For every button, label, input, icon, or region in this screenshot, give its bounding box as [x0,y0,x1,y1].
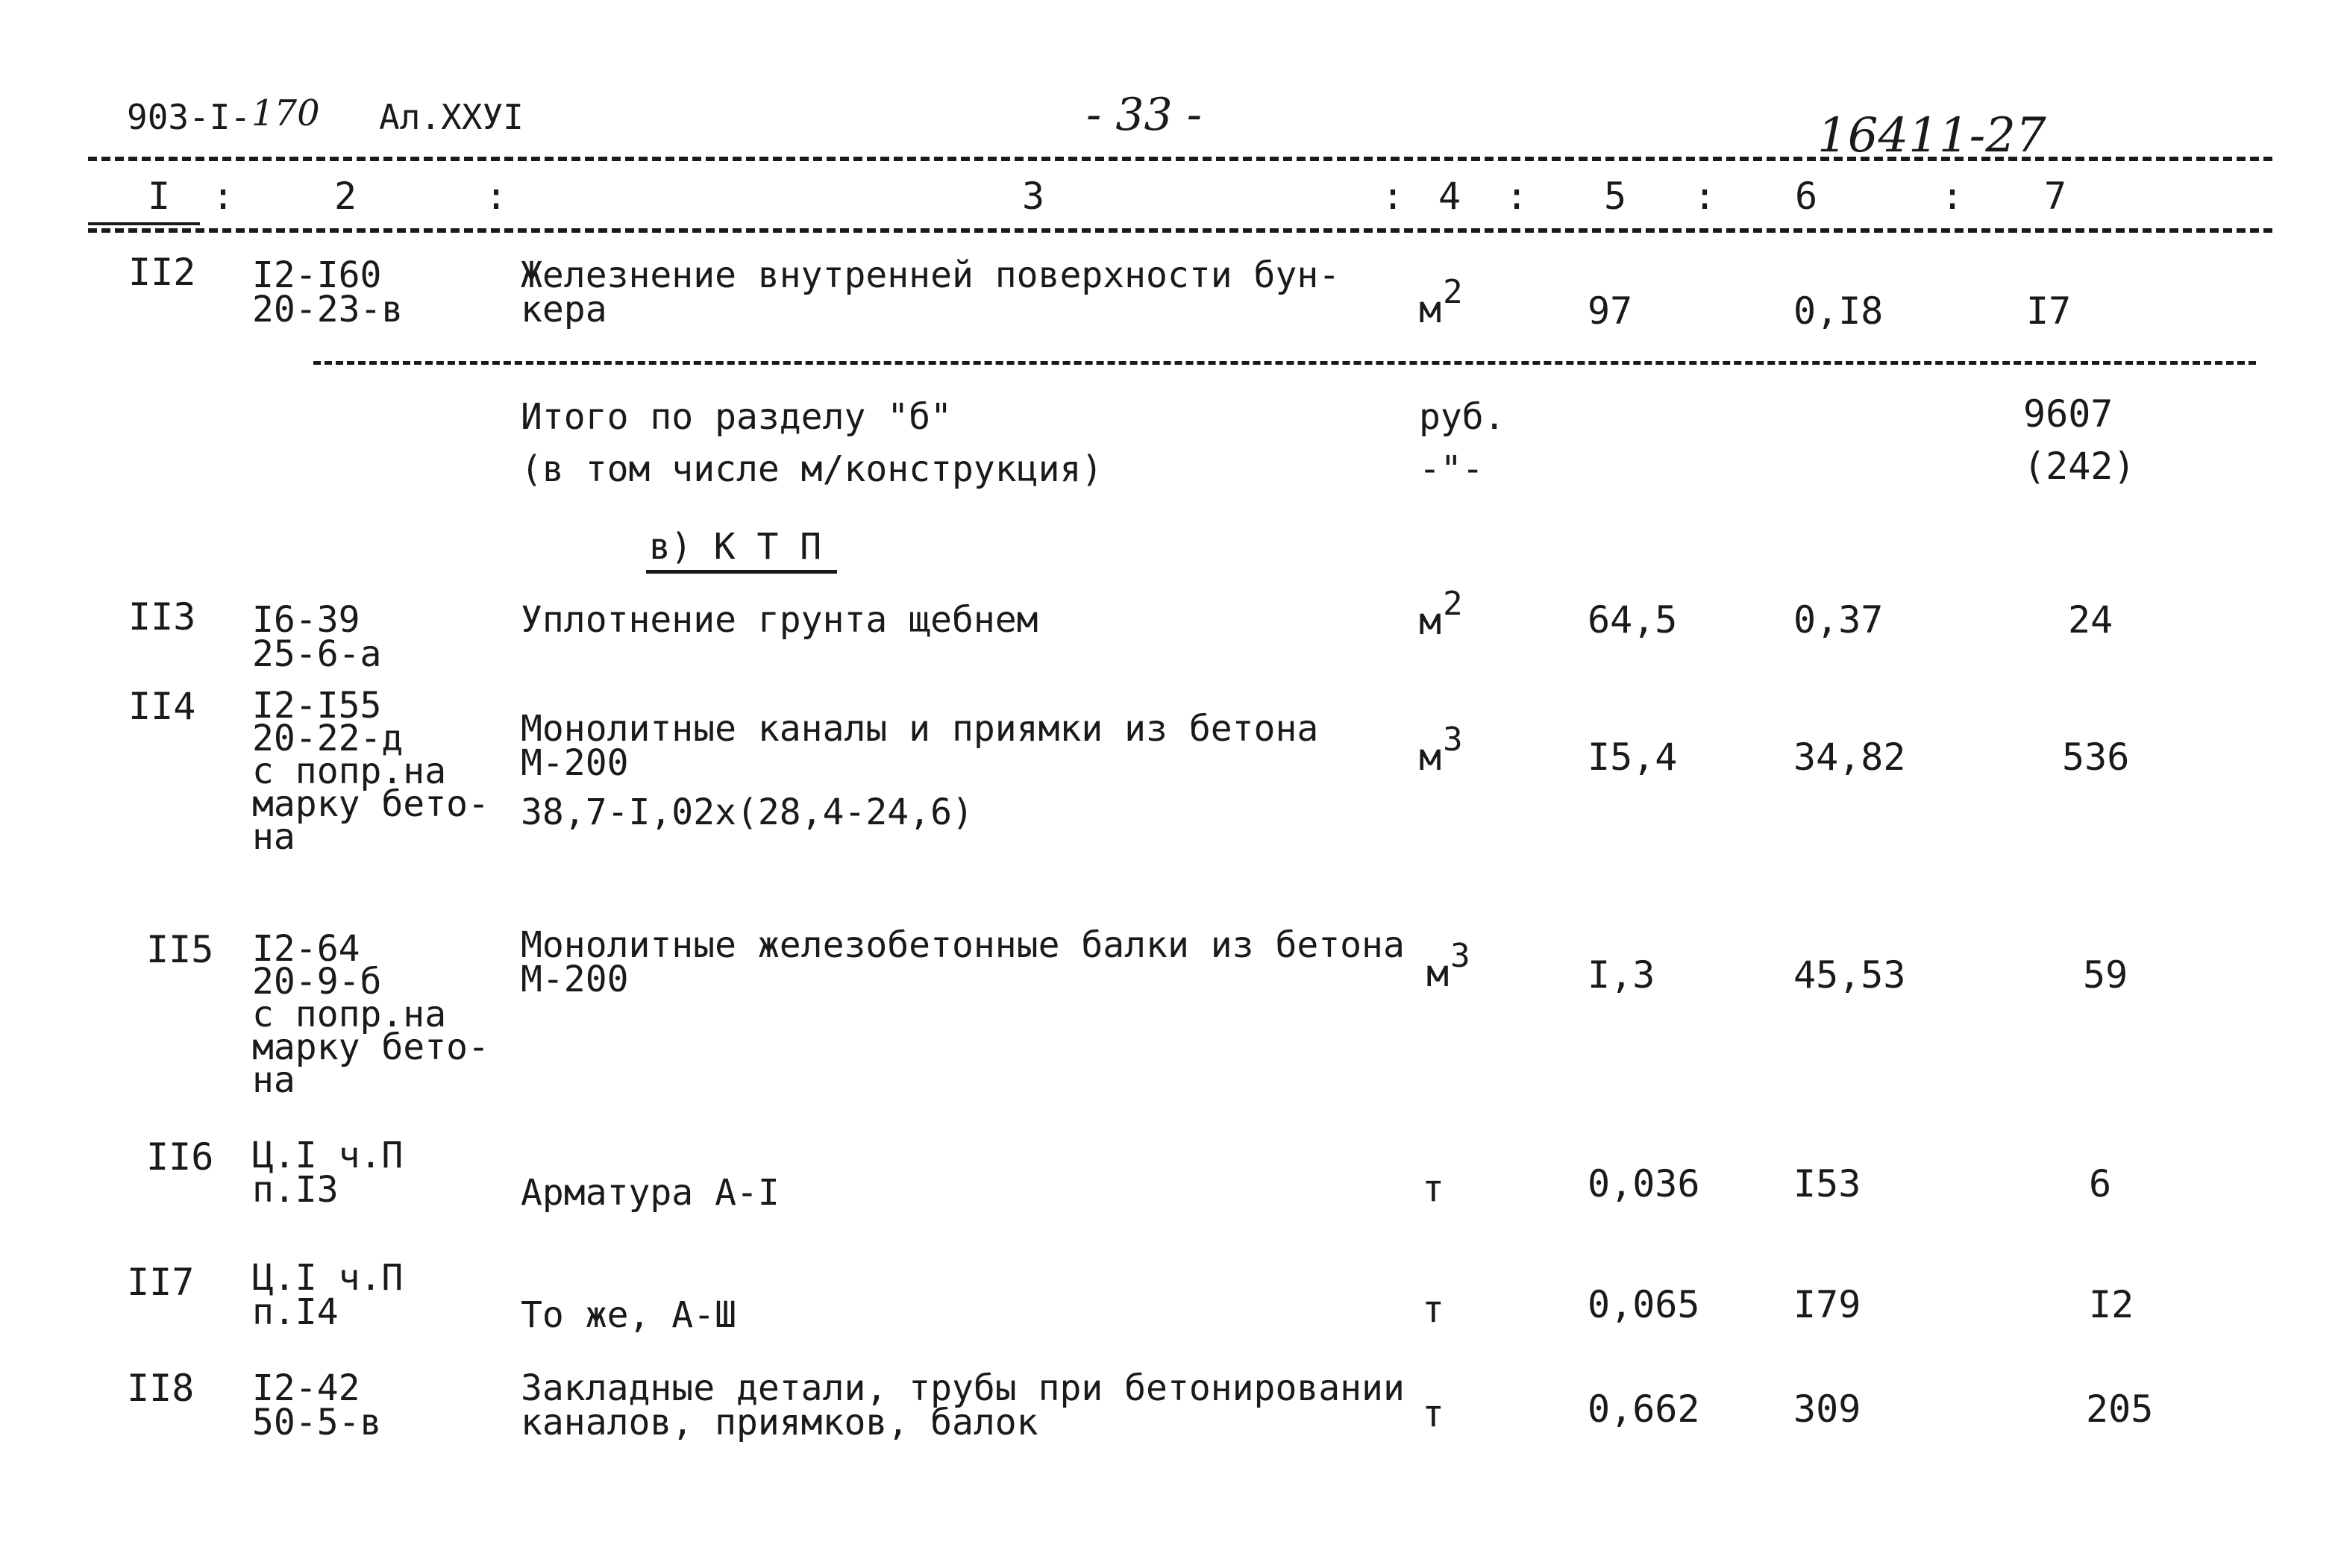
row-number: II2 [128,251,196,294]
row-total: 59 [2083,953,2128,997]
col-header-1: I [148,175,171,218]
row-description: Уплотнение грунта щебнем [521,599,1038,641]
row-number: II4 [128,685,196,728]
row-unit-price: 0,I8 [1793,289,1884,333]
row-total: 6 [2089,1162,2112,1205]
row-total: 536 [2062,736,2130,779]
row-description: Железнение внутренней поверхности бун- кера [521,254,1341,330]
col-sep: : [485,175,508,218]
row-description: Монолитные железобетонные балки из бетона М-200 [521,924,1405,1000]
row-unit: т [1422,1288,1445,1331]
subtotal-label: Итого по разделу "б" [521,396,952,438]
row-norm-code: Ц.I ч.П п.I4 [252,1257,404,1333]
row-unit-price: 34,82 [1793,736,1906,779]
row-total: 205 [2086,1387,2154,1431]
subtotal-total: 9607 [2023,392,2113,436]
archive-stamp: 16411-27 [1817,108,2046,163]
row-norm-code: I6-39 25-6-а [252,599,382,675]
row-unit-price: 0,37 [1793,598,1884,642]
row-unit: т [1422,1392,1445,1435]
row-quantity: 64,5 [1588,598,1678,642]
col-header-6: 6 [1795,175,1818,218]
row-norm-code: I2-42 50-5-в [252,1367,382,1443]
header-bottom-rule [88,228,2272,233]
col-header-4: 4 [1438,175,1461,218]
col-sep: : [1693,175,1717,218]
row-unit: т [1422,1167,1445,1210]
row-quantity: 0,065 [1588,1283,1700,1326]
col-header-7: 7 [2044,175,2067,218]
doc-code-handwritten: 170 [251,92,320,134]
album-label: Ал.XXУI [379,97,524,137]
row-quantity: 97 [1588,289,1633,333]
row-total: 24 [2068,598,2113,642]
page-number: - 33 - [1086,89,1203,141]
col-sep: : [1941,175,1964,218]
col-sep: : [1505,175,1529,218]
row-unit-price: I79 [1793,1283,1861,1326]
row-calc-note: 38,7-I,02x(28,4-24,6) [521,791,974,833]
col-header-5: 5 [1604,175,1627,218]
row-unit-price: I53 [1793,1162,1861,1205]
section-rule [313,361,2256,365]
row-number: II6 [146,1135,214,1179]
row-norm-code: Ц.I ч.П п.I3 [252,1135,404,1211]
row-unit-price: 309 [1793,1387,1861,1431]
col-sep: : [212,175,235,218]
row-quantity: 0,036 [1588,1162,1700,1205]
row-description: Монолитные каналы и приямки из бетона М-200 [521,708,1319,784]
subtotal-unit: руб. [1419,396,1505,438]
col-header-2: 2 [334,175,357,218]
row-number: II8 [127,1367,195,1410]
row-total: I2 [2089,1283,2134,1326]
row-description: Закладные детали, трубы при бетонировании каналов, приямков, балок [521,1367,1405,1443]
row-number: II3 [128,595,196,639]
row-unit: м2 [1419,273,1463,331]
subtotal-label-sub: (в том числе м/конструкция) [521,448,1103,490]
subtotal-total-sub: (242) [2023,445,2136,488]
row-norm-code: I2-I60 20-23-в [252,254,404,330]
row-description: Арматура А-I [521,1172,780,1214]
doc-code-prefix: 903-I- [127,97,251,137]
row-number: II7 [127,1261,195,1304]
row-unit: м2 [1419,585,1463,643]
subtotal-unit-sub: -"- [1419,448,1484,490]
row-unit: м3 [1426,937,1470,995]
row-description: То же, А-Ш [521,1294,736,1336]
row-quantity: 0,662 [1588,1387,1700,1431]
header-top-rule [88,157,2272,161]
header-short-rule [88,222,200,225]
col-sep: : [1382,175,1405,218]
row-quantity: I,3 [1588,953,1655,997]
row-unit-price: 45,53 [1793,953,1906,997]
col-header-3: 3 [1022,175,1045,218]
row-norm-code: I2-64 20-9-б с попр.на марку бето- на [252,928,489,1101]
section-title: в) К Т П [649,526,822,568]
row-norm-code: I2-I55 20-22-д с попр.на марку бето- на [252,685,489,858]
row-total: I7 [2026,289,2072,333]
row-number: II5 [146,928,214,971]
section-title-underline [646,570,837,574]
row-quantity: I5,4 [1588,736,1678,779]
row-unit: м3 [1419,721,1463,779]
